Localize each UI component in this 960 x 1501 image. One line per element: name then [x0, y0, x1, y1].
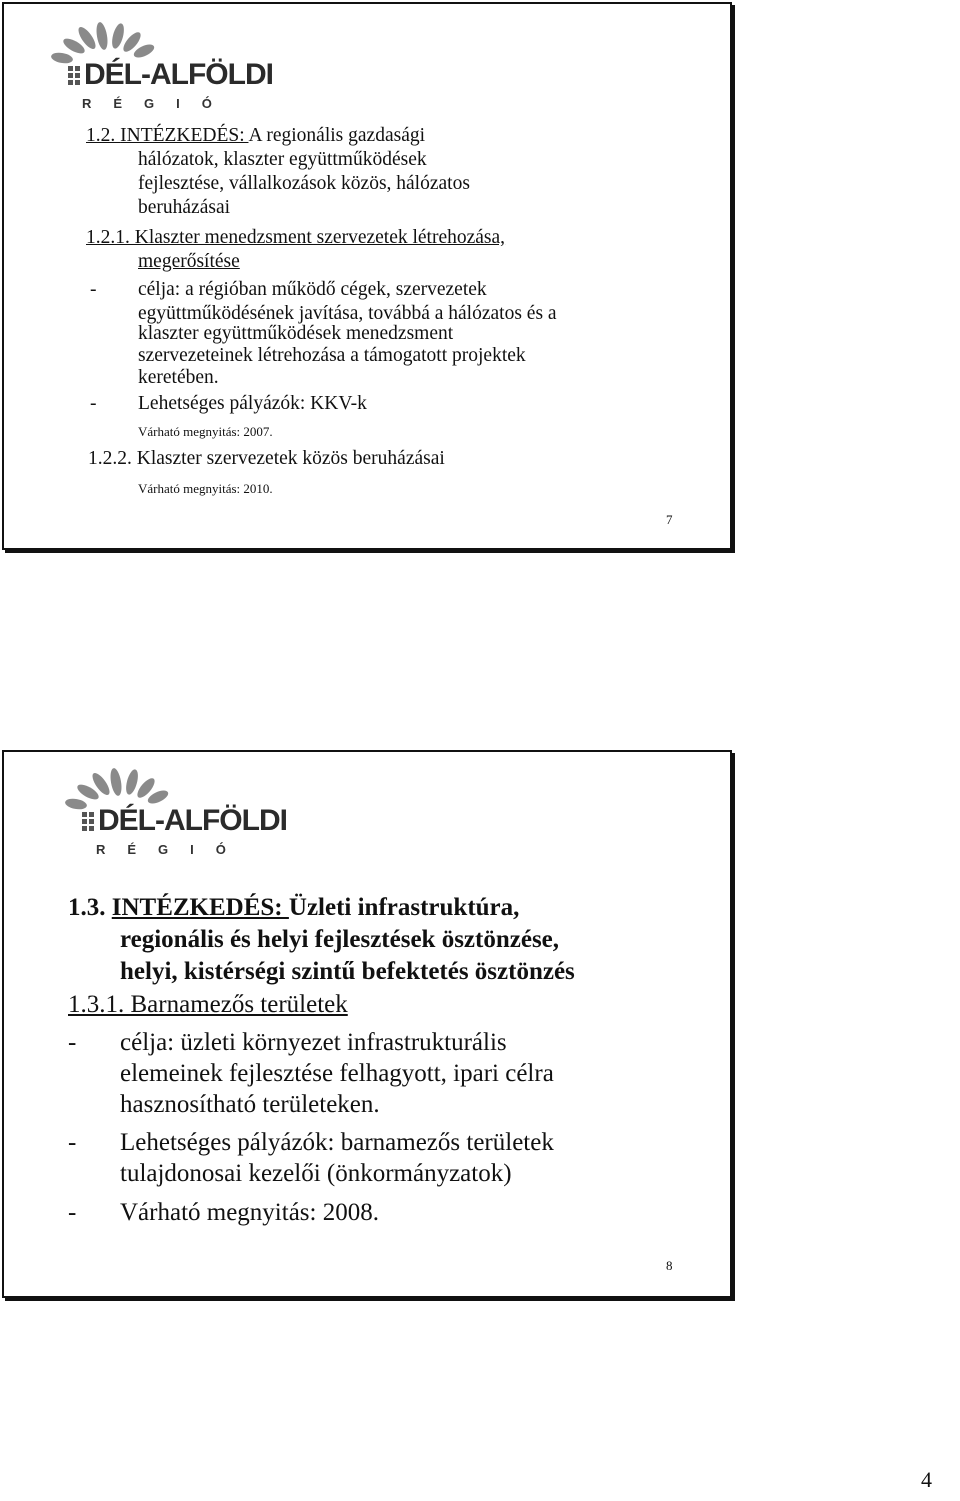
document-page-number: 4	[921, 1467, 932, 1492]
slide1-heading-num: 1.2.	[86, 125, 121, 146]
slide1-expected-opening-1: Várható megnyitás: 2007.	[138, 424, 273, 439]
del-alfoldi-logo	[32, 18, 273, 113]
slide2-page-number: 8	[666, 1258, 673, 1273]
slide1-heading-line2: hálózatok, klaszter együttműködések	[138, 149, 427, 170]
slide2-heading-num: 1.3.	[68, 894, 112, 921]
slide1-bullet1-line5: keretében.	[138, 367, 219, 388]
slide1-subheading-1: 1.2.1. Klaszter menedzsment szervezetek létrehozása,	[86, 227, 506, 248]
logo-main-text: DÉL-ALFÖLDI	[98, 804, 287, 837]
slide1-subheading-1-cont: megerősítése	[138, 251, 240, 272]
slide2-bullet3-dash: -	[68, 1199, 77, 1226]
slide-8	[2, 750, 732, 1298]
slide2-bullet1-dash: -	[68, 1029, 77, 1056]
slide1-bullet1-dash: -	[90, 279, 97, 300]
logo-sub-text: RÉGIÓ	[82, 96, 234, 111]
slide2-bullet1-line2: elemeinek fejlesztése felhagyott, ipari célra	[120, 1060, 554, 1087]
slide1-heading-rest: A regionális gazdasági	[248, 125, 426, 146]
slide2-heading-line3: helyi, kistérségi szintű befektetés ösztönzés	[120, 958, 575, 985]
slide1-bullet1-line1: célja: a régióban működő cégek, szervezetek	[138, 279, 487, 300]
slide2-heading-line2: regionális és helyi fejlesztések ösztönzése,	[120, 926, 560, 953]
slide2-bullet2-line1: Lehetséges pályázók: barnamezős területek	[120, 1129, 554, 1156]
slide1-bullet1-line4: szervezeteinek létrehozása a támogatott projektek	[138, 345, 526, 366]
slide1-bullet2-dash: -	[90, 393, 97, 414]
slide2-heading-label: INTÉZKEDÉS:	[111, 894, 289, 921]
slide1-heading-label: INTÉZKEDÉS:	[120, 125, 249, 146]
slide2-subheading-1: 1.3.1. Barnamezős területek	[68, 991, 348, 1018]
slide2-bullet2-dash: -	[68, 1129, 77, 1156]
slide1-bullet1-line3: klaszter együttműködések menedzsment	[138, 323, 454, 344]
slide2-heading-rest: Üzleti infrastruktúra,	[288, 894, 520, 921]
slide2-bullet1-line3: hasznosítható területeken.	[120, 1091, 380, 1118]
logo-main-text: DÉL-ALFÖLDI	[84, 58, 273, 91]
slide1-expected-opening-2: Várható megnyitás: 2010.	[138, 481, 273, 496]
slide1-heading-line1	[86, 124, 425, 148]
slide2-heading-line1	[68, 892, 519, 924]
slide1-bullet2: Lehetséges pályázók: KKV-k	[138, 393, 367, 414]
slide1-subheading-2: 1.2.2. Klaszter szervezetek közös beruházásai	[88, 448, 445, 469]
slide-7	[2, 2, 732, 550]
logo-sub-text: RÉGIÓ	[96, 842, 248, 857]
slide1-heading-line3: fejlesztése, vállalkozások közös, hálózatos	[138, 173, 470, 194]
slide2-bullet2-line2: tulajdonosai kezelői (önkormányzatok)	[120, 1160, 512, 1187]
slide1-heading-line4: beruházásai	[138, 197, 231, 218]
slide2-bullet1-line1: célja: üzleti környezet infrastrukturális	[120, 1029, 507, 1056]
del-alfoldi-logo	[46, 764, 287, 859]
slide1-bullet1-line2: együttműködésének javítása, továbbá a hálózatos és a	[138, 303, 557, 324]
slide2-bullet3: Várható megnyitás: 2008.	[120, 1199, 379, 1226]
slide1-page-number: 7	[666, 512, 673, 527]
